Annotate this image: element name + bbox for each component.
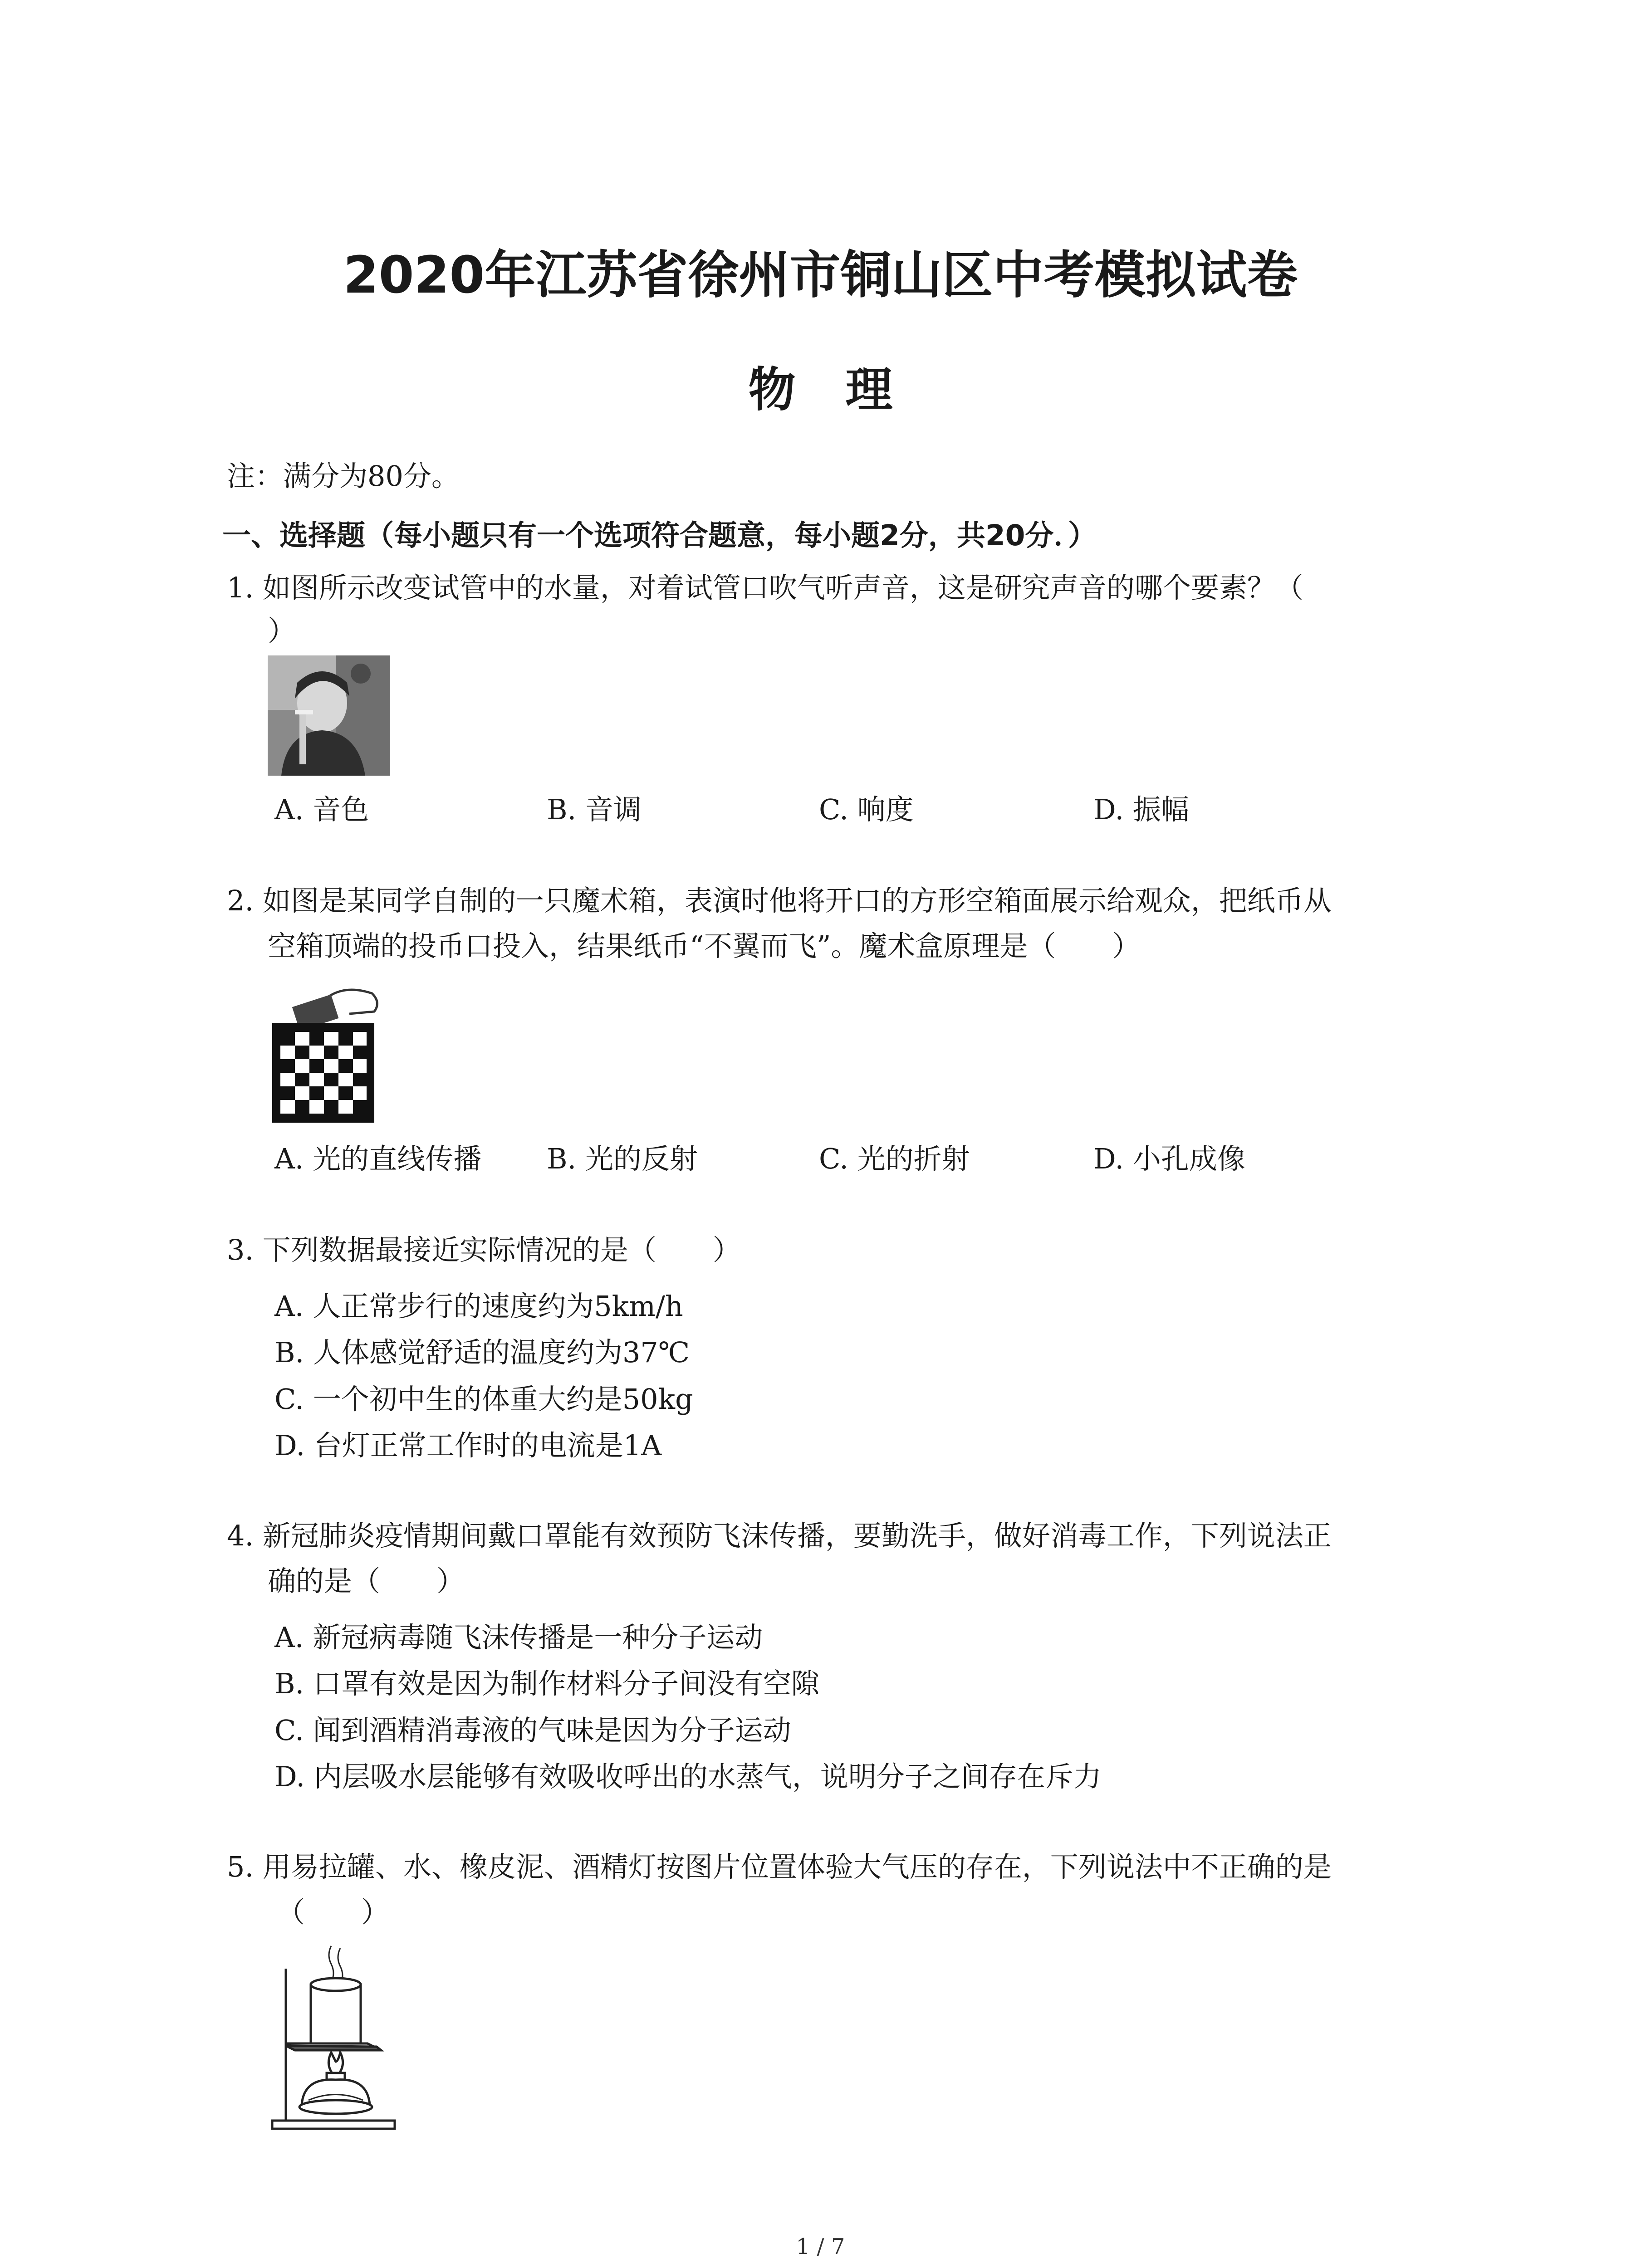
question-2-text-cont: 空箱顶端的投币口投入，结果纸币“不翼而飞”。魔术盒原理是（ ） <box>268 929 1141 963</box>
question-3-option-a: A. 人正常步行的速度约为5km/h <box>274 1290 683 1323</box>
question-4-option-b: B. 口罩有效是因为制作材料分子间没有空隙 <box>274 1667 819 1700</box>
question-4-option-d: D. 内层吸水层能够有效吸收呼出的水蒸气，说明分子之间存在斥力 <box>274 1760 1102 1793</box>
question-1-text: 1. 如图所示改变试管中的水量，对着试管口吹气听声音，这是研究声音的哪个要素？（ <box>227 571 1303 604</box>
question-1-option-d: D. 振幅 <box>1093 793 1189 826</box>
question-4-text: 4. 新冠肺炎疫情期间戴口罩能有效预防飞沫传播，要勤洗手，做好消毒工作，下列说法正 <box>227 1519 1332 1552</box>
page-title: 2020年江苏省徐州市铜山区中考模拟试卷 <box>343 246 1298 305</box>
question-2-option-c: C. 光的折射 <box>819 1142 970 1175</box>
question-3-option-d: D. 台灯正常工作时的电流是1A <box>274 1429 662 1462</box>
question-2-text: 2. 如图是某同学自制的一只魔术箱，表演时他将开口的方形空箱面展示给观众，把纸币从 <box>227 884 1332 917</box>
question-5-text: 5. 用易拉罐、水、橡皮泥、酒精灯按图片位置体验大气压的存在，下列说法中不正确的是 <box>227 1850 1332 1883</box>
question-4-option-a: A. 新冠病毒随飞沫传播是一种分子运动 <box>274 1621 763 1654</box>
question-4-option-c: C. 闻到酒精消毒液的气味是因为分子运动 <box>274 1714 791 1747</box>
question-3-option-c: C. 一个初中生的体重大约是50kg <box>274 1383 693 1416</box>
question-2-option-d: D. 小孔成像 <box>1093 1142 1245 1175</box>
question-2-magic-box-figure <box>268 980 381 1125</box>
question-1-photo <box>268 655 390 776</box>
question-3-text: 3. 下列数据最接近实际情况的是（ ） <box>227 1233 741 1266</box>
section-heading: 一、选择题（每小题只有一个选项符合题意，每小题2分，共20分．） <box>222 519 1097 552</box>
page-number: 1 / 7 <box>796 2234 845 2259</box>
question-2-option-b: B. 光的反射 <box>547 1142 698 1175</box>
question-1-option-c: C. 响度 <box>819 793 914 826</box>
question-1-text-cont: ） <box>268 614 296 647</box>
question-1-option-a: A. 音色 <box>274 793 369 826</box>
subject-title: 物理 <box>748 362 943 417</box>
question-5-text-cont: （ ） <box>277 1896 390 1929</box>
question-1-option-b: B. 音调 <box>547 793 642 826</box>
question-4-text-cont: 确的是（ ） <box>268 1564 465 1598</box>
question-3-option-b: B. 人体感觉舒适的温度约为37℃ <box>274 1336 690 1369</box>
question-5-apparatus-figure <box>268 1941 404 2132</box>
question-2-option-a: A. 光的直线传播 <box>274 1142 482 1175</box>
score-note: 注：满分为80分。 <box>227 459 460 493</box>
